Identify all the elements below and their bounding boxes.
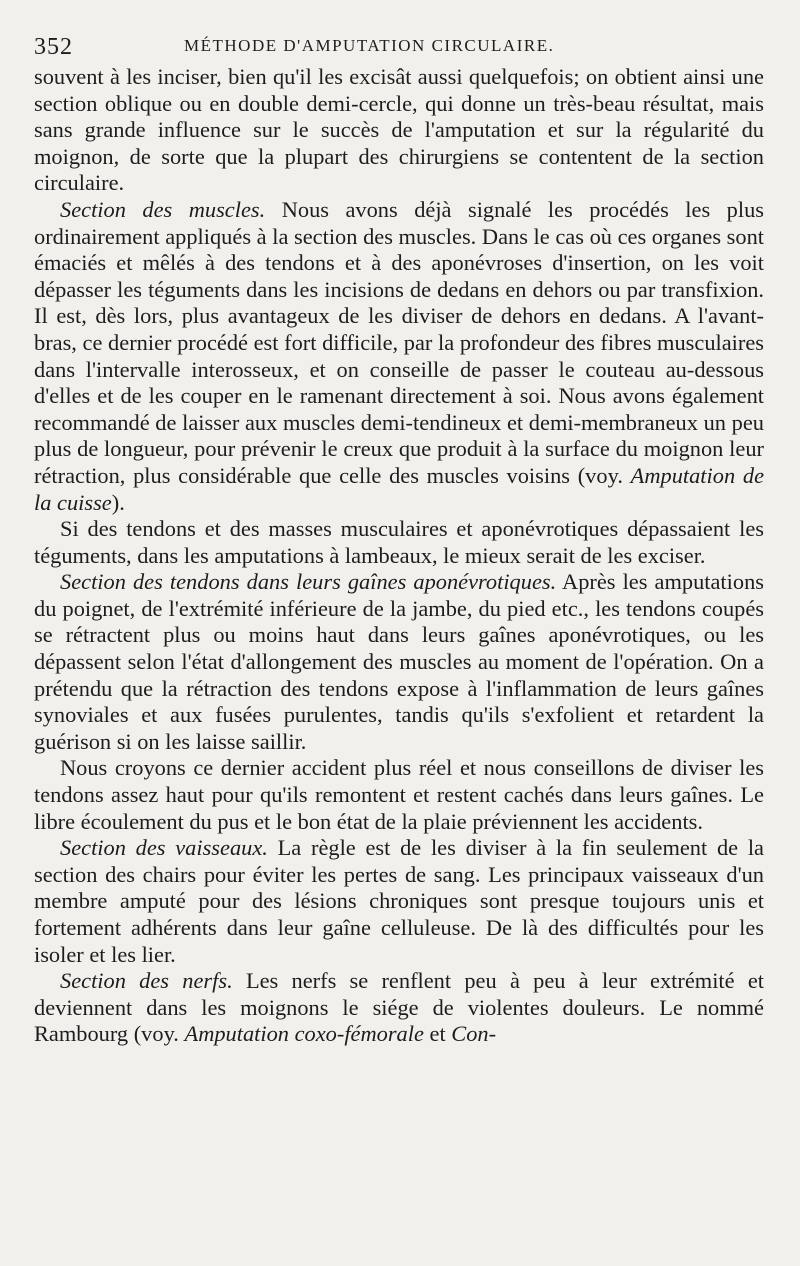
section-heading: Section des vaisseaux. [60, 835, 268, 861]
section-heading: Section des nerfs. [60, 968, 233, 994]
section-heading: Section des muscles. [60, 196, 266, 222]
paragraph-text: Nous avons déjà signalé les procédés les plus ordinairement appliqués à la section des muscles. Dans le cas où ces organes sont émaciés et mêlés à des tendons et à des aponévroses d'insertion, on les voit dépasser les téguments dans les incisions de dedans en dehors ou par transfixion. Il est, dès lors, plus avantageux de les diviser de dehors en dedans. A l'avant-bras, ce dernier procédé est fort difficile, par la profondeur des fibres musculaires dans l'intervalle interosseux, et on conseille de passer le couteau au-dessous d'elles et de les couper en le ramenant directement à soi. Nous avons également recommandé de laisser aux muscles demi-tendineux et demi-membraneux un peu plus de longueur, pour prévenir le creux que produit à la surface du moignon leur rétraction, plus considérable que celle des muscles voisins (voy. [34, 196, 764, 488]
paragraph-text: et [423, 1021, 452, 1047]
paragraph-section-vaisseaux [34, 835, 764, 968]
cross-reference: Amputation coxo-fémorale [184, 1021, 424, 1047]
running-title: MÉTHODE D'AMPUTATION CIRCULAIRE. [184, 36, 555, 55]
paragraph-text: La règle est de les diviser à la fin seulement de la section des chairs pour éviter les pertes de sang. Les principaux vaisseaux d'un membre amputé pour des lésions chroniques sont presque toujours unis et fortement adhérents dans leur gaîne celluleuse. De là des difficultés pour les isoler et les lier. [34, 835, 764, 967]
paragraph-section-tendons [34, 569, 764, 755]
paragraph-text: Nous croyons ce dernier accident plus réel et nous conseillons de diviser les tendons assez haut pour qu'ils remontent et restent cachés dans leurs gaînes. Le libre écoulement du pus et le bon état de la plaie préviennent les accidents. [34, 755, 764, 834]
paragraph-section-nerfs [34, 968, 764, 1048]
section-heading: Section des tendons dans leurs gaînes aponévrotiques. [60, 569, 557, 595]
page-number: 352 [34, 34, 73, 60]
paragraph [34, 516, 764, 569]
paragraph-text: Si des tendons et des masses musculaires et aponévrotiques dépassaient les téguments, dans les amputations à lambeaux, le mieux serait de les exciser. [34, 516, 764, 568]
paragraph-section-muscles [34, 197, 764, 516]
paragraph-text: Les nerfs se renflent peu à peu à leur extrémité et deviennent dans les moignons le siége de violentes douleurs. Le nommé Rambourg (voy. [34, 968, 765, 1047]
paragraph-text: ). [111, 489, 125, 515]
cross-reference: Amputation de la cuisse [34, 462, 765, 515]
paragraph-text: souvent à les inciser, bien qu'il les excisât aussi quelquefois; on obtient ainsi une section oblique ou en double demi-cercle, qui donne un très-beau résultat, mais sans grande influence sur le succès de l'amputation et sur la régularité du moignon, de sorte que la plupart des chirurgiens se contentent de la section circulaire. [34, 64, 764, 196]
cross-reference: Con- [451, 1021, 497, 1047]
paragraph-continuation [34, 64, 764, 197]
paragraph [34, 755, 764, 835]
paragraph-text: Après les amputations du poignet, de l'extrémité inférieure de la jambe, du pied etc., les tendons coupés se rétractent plus ou moins haut dans leurs gaînes aponévrotiques, ou les dépassent selon l'état d'allongement des muscles au moment de l'opération. On a prétendu que la rétraction des tendons expose à l'inflammation de leurs gaînes synoviales et aux fusées purulentes, tandis qu'ils s'exfolient et retardent la guérison si on les laisse saillir. [34, 569, 764, 754]
body-text [34, 64, 764, 1048]
page-header [34, 24, 764, 64]
